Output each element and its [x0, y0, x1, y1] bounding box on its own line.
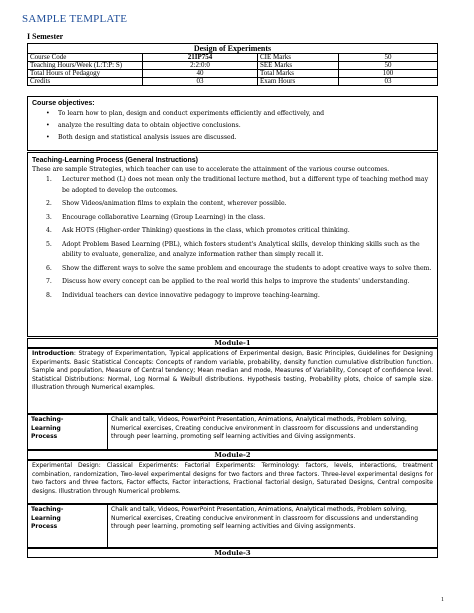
row-value: 100: [339, 70, 438, 78]
item-number: 1.: [46, 176, 52, 183]
module-1-teaching-process: [27, 414, 438, 450]
introduction-label: Introduction: [32, 350, 74, 357]
item-number: 2.: [46, 200, 52, 207]
page-title: SAMPLE TEMPLATE: [22, 13, 128, 25]
row-value: 50: [339, 62, 438, 70]
row-label: Teaching Hours/Week (L:T:P: S): [28, 62, 143, 70]
list-item: [46, 264, 433, 275]
list-item: [46, 132, 433, 144]
course-subject: Design of Experiments: [28, 44, 438, 54]
course-objectives-section: [27, 96, 438, 151]
table-row: [28, 78, 438, 86]
row-value: 40: [143, 70, 258, 78]
strategies-list: [46, 175, 433, 301]
tlp-label-cell: [28, 415, 108, 449]
objective-text: analyze the resulting data to obtain objective conclusions.: [58, 122, 241, 129]
objective-text: Both design and statistical analysis issues are discussed.: [58, 134, 237, 141]
tlp-text: Chalk and talk, Videos, PowerPoint Presentation, Animations, Analytical methods, Problem solving, Numerical exercises, Creating conducive environment in classroom for discussions and understanding through peer learning, promoting self learning activities and Giving assignments.: [111, 506, 419, 531]
list-item: [46, 240, 433, 261]
row-label: SEE Marks: [258, 62, 339, 70]
item-number: 3.: [46, 213, 52, 221]
module-1-content: [27, 348, 438, 414]
item-text: Ask HOTS (Higher-order Thinking) questions in the class, which promotes critical thinking.: [62, 227, 350, 234]
item-number: 5.: [46, 240, 52, 248]
row-label: CIE Marks: [258, 54, 339, 62]
module-2-heading: Module-2: [27, 450, 438, 460]
module-1-text: : Strategy of Experimentation, Typical applications of Experimental design, Basic Principles, Guidelines for Designing Experiments. Basic Statistical Concepts: Concepts of random variable, probability, density function cumulative distribution function. Sample and population, Measure of Central tendency; Mean median and mode, Measures of Variability, Concept of confidence level. Statistical Distributions: Normal, Log Normal & Weibull distributions. Hypothesis testing, Probability plots, choice of sample size. Illustration through Numerical examples.: [32, 350, 433, 392]
bullet-icon: •: [46, 134, 50, 141]
tlp-label: Teaching-Learning Process: [31, 506, 64, 530]
objective-text: To learn how to plan, design and conduct experiments efficiently and effectively, and: [58, 110, 325, 117]
module-2-content: Experimental Design: Classical Experiments: Factorial Experiments: Terminology: factors, levels, interactions, treatment combination, randomization, Two-level experimental designs for two factors and three factors. Three-level experimental designs for two factors and three factors, Factor effects, Factor interactions, Fractional factorial design, Saturated Designs, Central composite designs. Illustration through Numerical problems.: [27, 460, 438, 504]
row-label: Total Hours of Pedagogy: [28, 70, 143, 78]
list-item: [46, 291, 433, 302]
row-value: 03: [339, 78, 438, 86]
row-label: Total Marks: [258, 70, 339, 78]
item-text: Show the different ways to solve the same problem and encourage the students to adopt creative ways to solve them.: [62, 264, 432, 272]
list-item: [46, 277, 433, 288]
tlp-label-cell: [28, 505, 108, 547]
teaching-learning-intro: These are sample Strategies, which teacher can use to accelerate the attainment of the various course outcomes.: [32, 166, 390, 173]
row-label: Exam Hours: [258, 78, 339, 86]
row-value: 2:2:0:0: [143, 62, 258, 70]
page-number: 1: [441, 597, 444, 603]
bullet-icon: •: [46, 122, 50, 129]
bullet-icon: •: [46, 110, 50, 117]
item-number: 8.: [46, 291, 52, 299]
semester-heading: I Semester: [27, 32, 64, 41]
row-value: 50: [339, 54, 438, 62]
objectives-list: [46, 108, 433, 144]
item-text: Individual teachers can device innovative pedagogy to improve teaching-learning.: [62, 291, 320, 299]
item-text: Show Videos/animation films to explain the content, wherever possible.: [62, 200, 287, 207]
list-item: [46, 120, 433, 132]
course-info-table: [27, 43, 438, 86]
item-text: Lecturer method (L) does not mean only the traditional lecture method, but a different type of teaching method may be adopted to develop the outcomes.: [62, 176, 429, 194]
course-code-value: 21IP754: [143, 54, 258, 62]
item-text: Encourage collaborative Learning (Group Learning) in the class.: [62, 213, 266, 221]
list-item: [46, 175, 433, 196]
module-3-heading: Module-3: [27, 548, 438, 558]
item-number: 7.: [46, 278, 52, 285]
list-item: [46, 213, 433, 224]
row-label: Credits: [28, 78, 143, 86]
teaching-learning-section: [27, 152, 438, 337]
item-text: Discuss how every concept can be applied to the real world this helps to improve the students' understanding.: [62, 278, 410, 285]
list-item: [46, 108, 433, 120]
table-row: [28, 70, 438, 78]
module-1-heading: Module-1: [27, 338, 438, 348]
teaching-learning-title: Teaching-Learning Process (General Instructions): [32, 157, 198, 164]
tlp-text: Chalk and talk, Videos, PowerPoint Presentation, Animations, Analytical methods, Problem solving, Numerical exercises, Creating conducive environment in classroom for discussions and understanding through peer learning, promoting self learning activities and Giving assignments.: [111, 416, 419, 441]
tlp-label: Teaching-Learning Process: [31, 416, 64, 440]
row-label: Course Code: [28, 54, 143, 62]
list-item: [46, 199, 433, 210]
list-item: [46, 226, 433, 237]
objectives-title: Course objectives:: [32, 100, 95, 107]
item-number: 4.: [46, 227, 52, 234]
item-text: Adopt Problem Based Learning (PBL), which fosters student's Analytical skills, develop thinking skills such as the ability to evaluate, generalize, and analyze information rather than simply recall it.: [62, 240, 420, 258]
item-number: 6.: [46, 264, 52, 272]
row-value: 03: [143, 78, 258, 86]
module-2-teaching-process: [27, 504, 438, 548]
